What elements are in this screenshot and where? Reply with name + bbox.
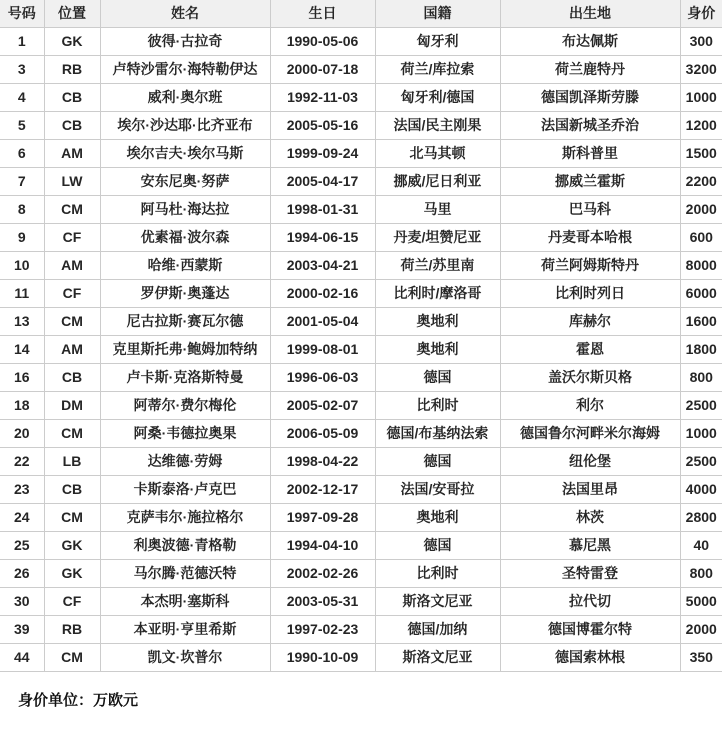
cell-birthplace: 斯科普里 [500, 140, 680, 168]
cell-nationality: 比利时/摩洛哥 [375, 280, 500, 308]
cell-birthplace: 盖沃尔斯贝格 [500, 364, 680, 392]
cell-number: 8 [0, 196, 44, 224]
cell-birthplace: 利尔 [500, 392, 680, 420]
table-row [0, 280, 722, 308]
table-row [0, 252, 722, 280]
column-header-birthday: 生日 [270, 0, 375, 28]
cell-birthplace: 德国博霍尔特 [500, 616, 680, 644]
cell-name: 尼古拉斯·赛瓦尔德 [100, 308, 270, 336]
table-body [0, 28, 722, 672]
cell-position: CB [44, 476, 100, 504]
cell-birthday: 1997-09-28 [270, 504, 375, 532]
cell-position: CM [44, 196, 100, 224]
table-header [0, 0, 722, 28]
table-row [0, 476, 722, 504]
cell-value: 2500 [680, 392, 722, 420]
cell-position: AM [44, 252, 100, 280]
table-row [0, 224, 722, 252]
table-row [0, 532, 722, 560]
cell-birthplace: 德国凯泽斯劳滕 [500, 84, 680, 112]
cell-nationality: 奥地利 [375, 504, 500, 532]
cell-name: 优素福·波尔森 [100, 224, 270, 252]
cell-value: 800 [680, 364, 722, 392]
cell-nationality: 奥地利 [375, 308, 500, 336]
cell-nationality: 荷兰/库拉索 [375, 56, 500, 84]
cell-value: 2000 [680, 196, 722, 224]
cell-position: GK [44, 532, 100, 560]
cell-birthday: 2005-02-07 [270, 392, 375, 420]
cell-value: 3200 [680, 56, 722, 84]
column-header-number: 号码 [0, 0, 44, 28]
cell-number: 1 [0, 28, 44, 56]
cell-birthday: 1994-04-10 [270, 532, 375, 560]
cell-nationality: 德国/布基纳法索 [375, 420, 500, 448]
cell-position: CM [44, 504, 100, 532]
cell-position: CB [44, 364, 100, 392]
cell-birthday: 2001-05-04 [270, 308, 375, 336]
table-row [0, 112, 722, 140]
table-row [0, 448, 722, 476]
cell-birthplace: 丹麦哥本哈根 [500, 224, 680, 252]
cell-birthplace: 库赫尔 [500, 308, 680, 336]
cell-birthplace: 挪威兰霍斯 [500, 168, 680, 196]
cell-number: 25 [0, 532, 44, 560]
cell-number: 11 [0, 280, 44, 308]
cell-name: 埃尔·沙达耶·比齐亚布 [100, 112, 270, 140]
cell-birthday: 2002-12-17 [270, 476, 375, 504]
cell-number: 44 [0, 644, 44, 672]
cell-name: 凯文·坎普尔 [100, 644, 270, 672]
cell-position: DM [44, 392, 100, 420]
cell-birthday: 1997-02-23 [270, 616, 375, 644]
cell-position: CM [44, 308, 100, 336]
table-row [0, 504, 722, 532]
cell-birthday: 1999-08-01 [270, 336, 375, 364]
cell-position: CB [44, 112, 100, 140]
table-row [0, 644, 722, 672]
cell-nationality: 德国 [375, 532, 500, 560]
cell-position: GK [44, 560, 100, 588]
cell-value: 1800 [680, 336, 722, 364]
cell-value: 1000 [680, 84, 722, 112]
cell-nationality: 比利时 [375, 560, 500, 588]
cell-birthday: 1998-01-31 [270, 196, 375, 224]
cell-number: 10 [0, 252, 44, 280]
cell-name: 马尔腾·范德沃特 [100, 560, 270, 588]
cell-birthplace: 德国索林根 [500, 644, 680, 672]
table-row [0, 84, 722, 112]
cell-birthday: 2003-04-21 [270, 252, 375, 280]
cell-name: 卡斯泰洛·卢克巴 [100, 476, 270, 504]
cell-name: 利奥波德·青格勒 [100, 532, 270, 560]
table-row [0, 308, 722, 336]
cell-position: CF [44, 588, 100, 616]
cell-value: 300 [680, 28, 722, 56]
cell-birthday: 1998-04-22 [270, 448, 375, 476]
cell-number: 9 [0, 224, 44, 252]
cell-position: CM [44, 644, 100, 672]
cell-value: 350 [680, 644, 722, 672]
cell-value: 1600 [680, 308, 722, 336]
cell-value: 1200 [680, 112, 722, 140]
cell-number: 4 [0, 84, 44, 112]
value-unit-note: 身价单位：万欧元 [18, 692, 139, 709]
cell-position: CF [44, 280, 100, 308]
cell-birthday: 2002-02-26 [270, 560, 375, 588]
cell-number: 26 [0, 560, 44, 588]
cell-name: 埃尔吉夫·埃尔马斯 [100, 140, 270, 168]
cell-value: 40 [680, 532, 722, 560]
cell-nationality: 马里 [375, 196, 500, 224]
cell-birthplace: 荷兰鹿特丹 [500, 56, 680, 84]
table-row [0, 56, 722, 84]
cell-position: AM [44, 140, 100, 168]
cell-birthplace: 慕尼黑 [500, 532, 680, 560]
column-header-birthplace: 出生地 [500, 0, 680, 28]
cell-nationality: 斯洛文尼亚 [375, 588, 500, 616]
table-row [0, 616, 722, 644]
cell-nationality: 挪威/尼日利亚 [375, 168, 500, 196]
cell-position: RB [44, 56, 100, 84]
cell-name: 安东尼奥·努萨 [100, 168, 270, 196]
cell-nationality: 北马其顿 [375, 140, 500, 168]
cell-name: 本杰明·塞斯科 [100, 588, 270, 616]
cell-name: 威利·奥尔班 [100, 84, 270, 112]
cell-value: 600 [680, 224, 722, 252]
cell-birthplace: 圣特雷登 [500, 560, 680, 588]
cell-name: 达维德·劳姆 [100, 448, 270, 476]
table-row [0, 392, 722, 420]
cell-nationality: 德国 [375, 364, 500, 392]
cell-number: 20 [0, 420, 44, 448]
cell-birthplace: 林茨 [500, 504, 680, 532]
cell-nationality: 奥地利 [375, 336, 500, 364]
cell-name: 阿蒂尔·费尔梅伦 [100, 392, 270, 420]
cell-value: 4000 [680, 476, 722, 504]
cell-value: 2200 [680, 168, 722, 196]
cell-name: 罗伊斯·奥蓬达 [100, 280, 270, 308]
cell-nationality: 荷兰/苏里南 [375, 252, 500, 280]
cell-birthplace: 布达佩斯 [500, 28, 680, 56]
column-header-name: 姓名 [100, 0, 270, 28]
cell-number: 39 [0, 616, 44, 644]
cell-position: RB [44, 616, 100, 644]
cell-value: 2500 [680, 448, 722, 476]
cell-value: 1000 [680, 420, 722, 448]
column-header-value: 身价 [680, 0, 722, 28]
cell-position: CF [44, 224, 100, 252]
cell-nationality: 丹麦/坦赞尼亚 [375, 224, 500, 252]
cell-number: 3 [0, 56, 44, 84]
cell-value: 8000 [680, 252, 722, 280]
cell-name: 卢特沙雷尔·海特勒伊达 [100, 56, 270, 84]
table-row [0, 420, 722, 448]
cell-birthday: 1996-06-03 [270, 364, 375, 392]
cell-name: 哈维·西蒙斯 [100, 252, 270, 280]
cell-name: 克萨韦尔·施拉格尔 [100, 504, 270, 532]
cell-name: 克里斯托弗·鲍姆加特纳 [100, 336, 270, 364]
cell-value: 6000 [680, 280, 722, 308]
cell-number: 13 [0, 308, 44, 336]
cell-birthday: 1990-10-09 [270, 644, 375, 672]
cell-nationality: 斯洛文尼亚 [375, 644, 500, 672]
cell-birthday: 2000-07-18 [270, 56, 375, 84]
cell-position: LW [44, 168, 100, 196]
cell-birthday: 1992-11-03 [270, 84, 375, 112]
cell-birthplace: 霍恩 [500, 336, 680, 364]
cell-position: LB [44, 448, 100, 476]
table-row [0, 196, 722, 224]
cell-name: 卢卡斯·克洛斯特曼 [100, 364, 270, 392]
cell-number: 23 [0, 476, 44, 504]
cell-number: 6 [0, 140, 44, 168]
cell-birthplace: 纽伦堡 [500, 448, 680, 476]
cell-number: 5 [0, 112, 44, 140]
cell-birthplace: 德国鲁尔河畔米尔海姆 [500, 420, 680, 448]
cell-number: 30 [0, 588, 44, 616]
cell-birthplace: 法国里昂 [500, 476, 680, 504]
cell-value: 1500 [680, 140, 722, 168]
cell-value: 800 [680, 560, 722, 588]
header-row [0, 0, 722, 28]
table-row [0, 588, 722, 616]
table-row [0, 140, 722, 168]
cell-nationality: 德国 [375, 448, 500, 476]
table-row [0, 168, 722, 196]
cell-nationality: 匈牙利/德国 [375, 84, 500, 112]
cell-birthday: 2006-05-09 [270, 420, 375, 448]
cell-number: 22 [0, 448, 44, 476]
cell-birthday: 1999-09-24 [270, 140, 375, 168]
table-row [0, 28, 722, 56]
cell-position: AM [44, 336, 100, 364]
column-header-nationality: 国籍 [375, 0, 500, 28]
cell-number: 24 [0, 504, 44, 532]
cell-birthplace: 比利时列日 [500, 280, 680, 308]
cell-nationality: 比利时 [375, 392, 500, 420]
cell-name: 本亚明·亨里希斯 [100, 616, 270, 644]
cell-position: CB [44, 84, 100, 112]
table-row [0, 336, 722, 364]
cell-name: 阿马杜·海达拉 [100, 196, 270, 224]
cell-name: 彼得·古拉奇 [100, 28, 270, 56]
cell-name: 阿桑·韦德拉奥果 [100, 420, 270, 448]
column-header-position: 位置 [44, 0, 100, 28]
cell-birthday: 2005-04-17 [270, 168, 375, 196]
cell-number: 16 [0, 364, 44, 392]
cell-birthday: 1990-05-06 [270, 28, 375, 56]
cell-position: GK [44, 28, 100, 56]
cell-birthday: 2003-05-31 [270, 588, 375, 616]
cell-position: CM [44, 420, 100, 448]
cell-birthplace: 法国新城圣乔治 [500, 112, 680, 140]
cell-value: 5000 [680, 588, 722, 616]
table-row [0, 364, 722, 392]
cell-birthplace: 荷兰阿姆斯特丹 [500, 252, 680, 280]
cell-number: 18 [0, 392, 44, 420]
cell-birthday: 2005-05-16 [270, 112, 375, 140]
cell-number: 14 [0, 336, 44, 364]
cell-birthday: 1994-06-15 [270, 224, 375, 252]
cell-birthplace: 拉代切 [500, 588, 680, 616]
cell-nationality: 法国/民主刚果 [375, 112, 500, 140]
table-row [0, 560, 722, 588]
cell-nationality: 法国/安哥拉 [375, 476, 500, 504]
cell-nationality: 匈牙利 [375, 28, 500, 56]
cell-value: 2800 [680, 504, 722, 532]
cell-birthplace: 巴马科 [500, 196, 680, 224]
cell-number: 7 [0, 168, 44, 196]
cell-birthday: 2000-02-16 [270, 280, 375, 308]
cell-nationality: 德国/加纳 [375, 616, 500, 644]
cell-value: 2000 [680, 616, 722, 644]
